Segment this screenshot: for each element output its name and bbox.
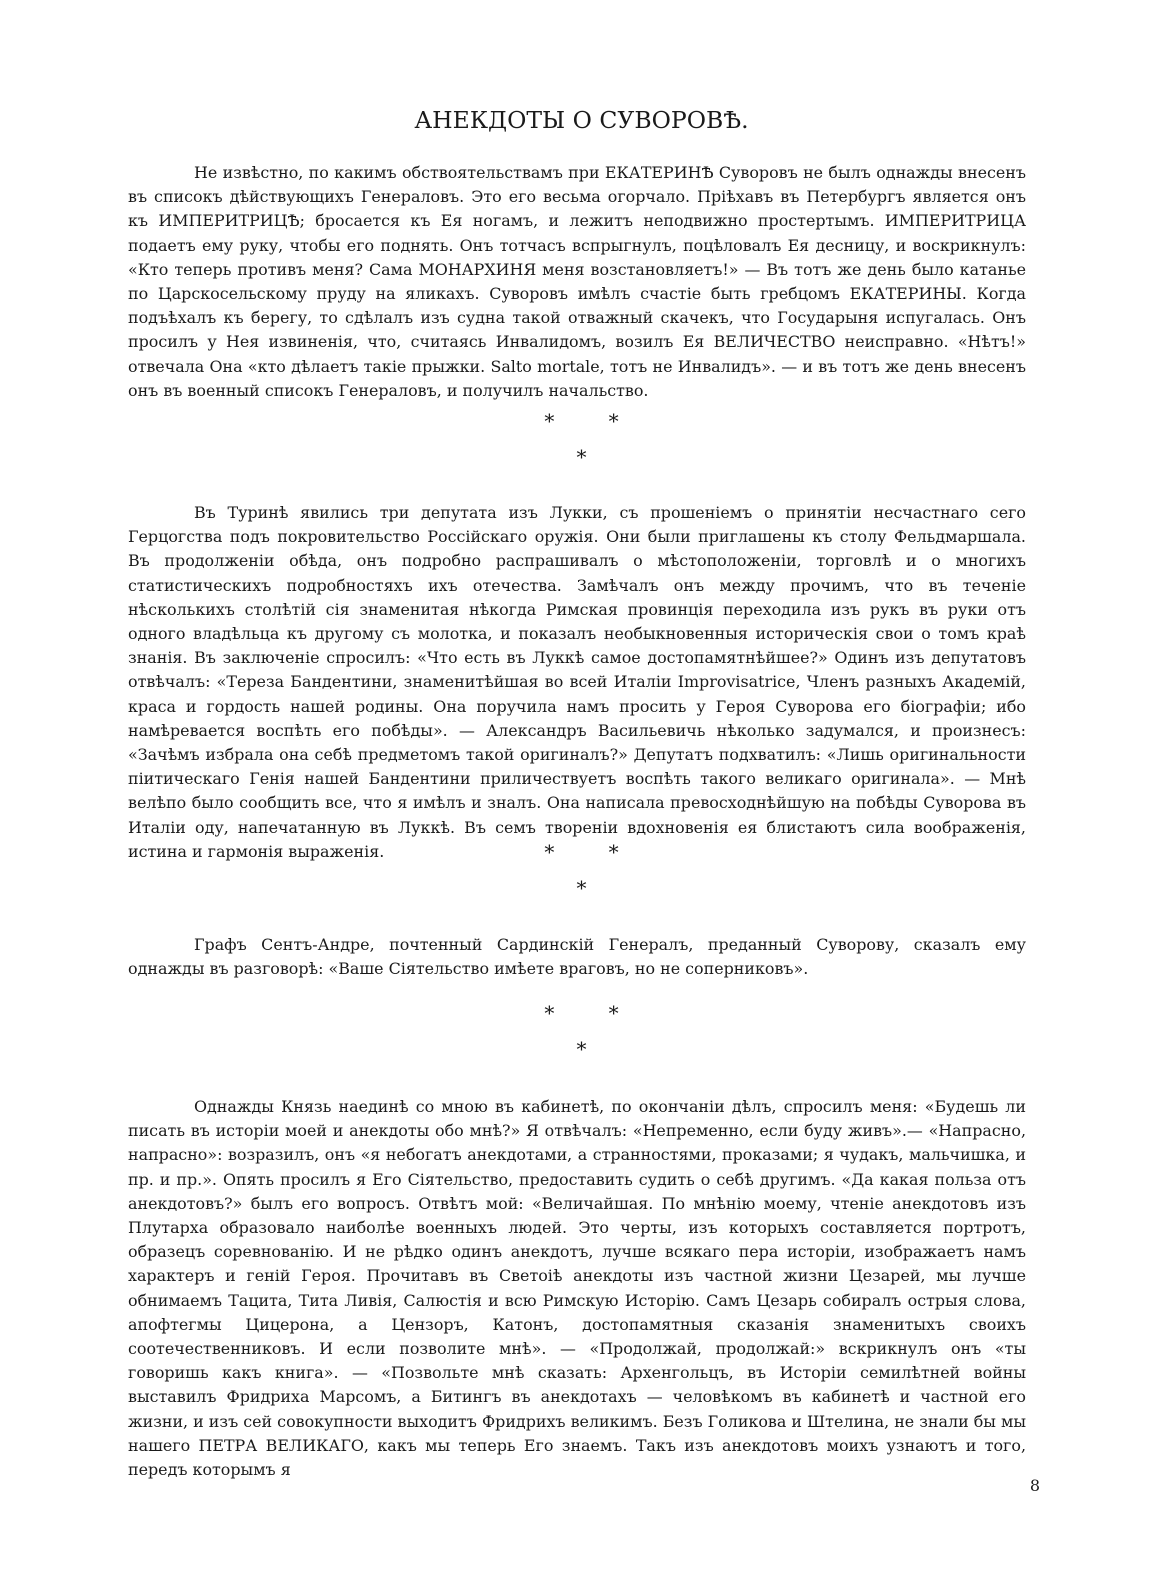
page-number: 8 (1029, 1476, 1040, 1495)
separator-star-bottom: * (576, 1037, 587, 1061)
section-separator-2 (0, 834, 1163, 906)
separator-stars-top: * * (544, 1001, 643, 1025)
separator-star-bottom: * (576, 876, 587, 900)
anecdote-paragraph-2: Въ Туринѣ явились три депутата изъ Лукки, съ прошеніемъ о принятіи несчастнаго сего Герцогства подъ покровительство Россійскаго оружія. Они были приглашены къ столу Фельдмаршала. Въ продолженіи обѣда, онъ подробно распрашивалъ о мѣстоположеніи, торговлѣ и о многихъ статистическихъ подробностяхъ ихъ отечества. Замѣчалъ онъ между прочимъ, что въ теченіе нѣсколькихъ столѣтій сія знаменитая нѣкогда Римская провинція переходила изъ рукъ въ руки отъ одного владѣльца къ другому съ молотка, и показалъ необыкновенныя историческія свои о томъ краѣ знанія. Въ заключеніе спросилъ: «Что есть въ Луккѣ самое достопамятнѣйшее?» Одинъ изъ депутатовъ отвѣчалъ: «Тереза Бандентини, знаменитѣйшая во всей Италіи Improvisatrice, Членъ разныхъ Академій, краса и гордость нашей родины. Она поручила намъ просить у Героя Суворова его біографіи; ибо намѣревается воспѣть его побѣды». — Александръ Васильевичь нѣколько задумался, и произнесъ: «Зачѣмъ избрала она себѣ предметомъ такой оригиналъ?» Депутатъ подхватилъ: «Лишь оригинальности піитическаго Генія нашей Бандентини приличествуетъ воспѣть такого великаго оригинала». — Мнѣ велѣпо было сообщить все, что я имѣлъ и зналъ. Она написала превосходнѣйшую на побѣды Суворова въ Италіи оду, напечатанную въ Луккѣ. Въ семъ твореніи вдохновенія ея блистаютъ сила воображенія, истина и гармонія выраженія. (128, 503, 1026, 861)
section-separator-1 (0, 403, 1163, 475)
anecdote-paragraph-1: Не извѣстно, по какимъ обствоятельствамъ при ЕКАТЕРИНѢ Суворовъ не былъ однажды внесенъ въ списокъ дѣйствующихъ Генераловъ. Это его весьма огорчало. Пріѣхавъ въ Петербургъ является онъ къ ИМПЕРИТРИЦѢ; бросается къ Ея ногамъ, и лежитъ неподвижно простертымъ. ИМПЕРИТРИЦА подаетъ ему руку, чтобы его поднять. Онъ тотчасъ вспрыгнулъ, поцѣловалъ Ея десницу, и воскрикнулъ: «Кто теперь противъ меня? Сама МОНАРХИНЯ меня возстановляетъ!» — Въ тотъ же день было катанье по Царскосельскому пруду на яликахъ. Суворовъ имѣлъ счастіе быть гребцомъ ЕКАТЕРИНЫ. Когда подъѣхалъ къ берегу, то сдѣлалъ изъ судна такой отважный скачекъ, что Государыня испугалась. Онъ просилъ у Нея извиненія, что, считаясь Инвалидомъ, возилъ Ея ВЕЛИЧЕСТВО неисправно. «Нѣтъ!» отвечала Она «кто дѣлаетъ такіе прыжки. Salto mortale, тотъ не Инвалидъ». — и въ тотъ же день внесенъ онъ въ военный списокъ Генераловъ, и получилъ начальство. (128, 163, 1026, 400)
anecdote-paragraph-3: Графъ Сентъ-Андре, почтенный Сардинскій Генералъ, преданный Суворову, сказалъ ему однажды въ разговорѣ: «Ваше Сіятельство имѣете враговъ, но не соперниковъ». (128, 935, 1026, 979)
page-title: АНЕКДОТЫ О СУВОРОВѢ. (414, 106, 749, 134)
section-separator-3 (0, 995, 1163, 1067)
anecdote-paragraph-4: Однажды Князь наединѣ со мною въ кабинетѣ, по окончаніи дѣлъ, спросилъ меня: «Будешь ли писать въ исторіи моей и анекдоты обо мнѣ?» Я отвѣчалъ: «Непременно, если буду живъ».— «Напрасно, напрасно»: возразилъ, онъ «я небогатъ анекдотами, а странностями, проказами; я чудакъ, мальчишка, и пр. и пр.». Опять просилъ я Его Сіятельство, предоставить судить о себѣ другимъ. «Да какая польза отъ анекдотовъ?» былъ его вопросъ. Отвѣтъ мой: «Величайшая. По мнѣнію моему, чтеніе анекдотовъ изъ Плутарха образовало наиболѣе военныхъ людей. Это черты, изъ которыхъ составляется портротъ, образецъ соревнованію. И не рѣдко одинъ анекдотъ, лучше всякаго пера исторіи, изображаетъ намъ характеръ и геній Героя. Прочитавъ въ Светоіѣ анекдоты изъ частной жизни Цезарей, мы лучше обнимаемъ Тацита, Тита Ливія, Салюстія и всю Римскую Исторію. Самъ Цезарь собиралъ острыя слова, апофтегмы Цицерона, а Цензоръ, Катонъ, достопамятныя сказанія знаменитыхъ своихъ соотечественниковъ. И если позволите мнѣ». — «Продолжай, продолжай:» вскрикнулъ онъ «ты говоришь какъ книга». — «Позвольте мнѣ сказать: Архенгольцъ, въ Исторіи семилѣтней войны выставилъ Фридриха Марсомъ, а Битингъ въ анекдотахъ — человѣкомъ въ кабинетѣ и частной его жизни, и изъ сей совокупности выходитъ Фридрихъ великимъ. Безъ Голикова и Штелина, не знали бы мы нашего ПЕТРА ВЕЛИКАГО, какъ мы теперь Его знаемъ. Такъ изъ анекдотовъ моихъ узнаютъ и того, передъ которымъ я (128, 1097, 1026, 1480)
separator-stars-top: * * (544, 409, 643, 433)
separator-star-bottom: * (576, 445, 587, 469)
separator-stars-top: * * (544, 840, 643, 864)
